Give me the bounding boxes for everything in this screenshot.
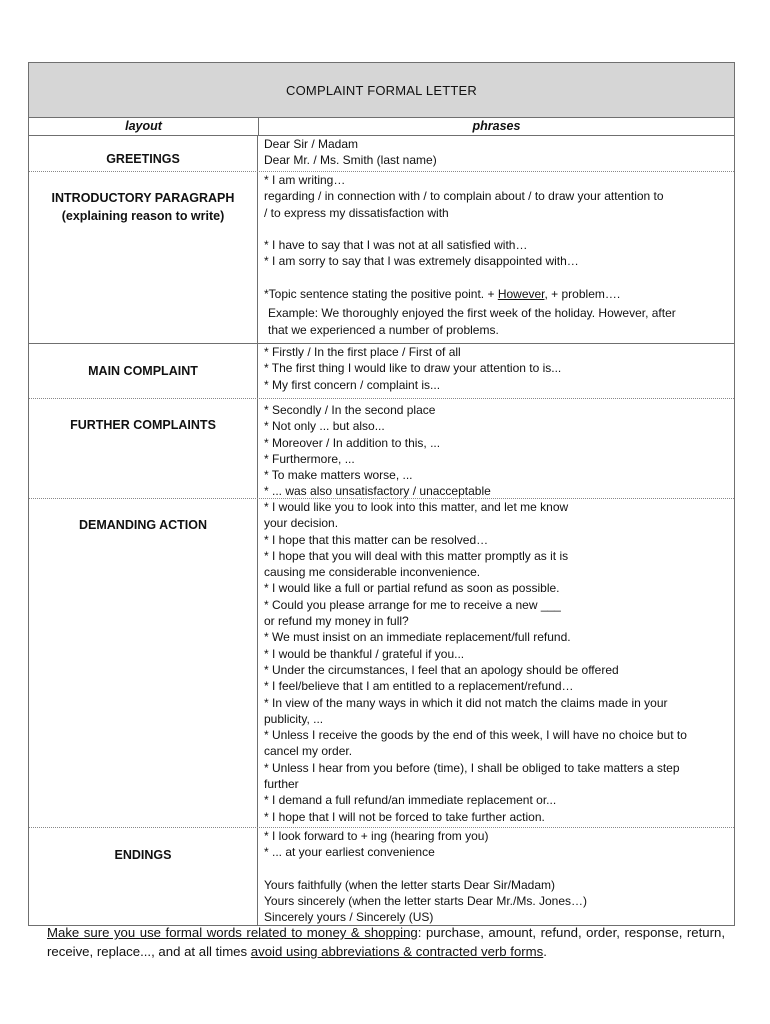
phrase-line: or refund my money in full? (264, 614, 409, 629)
phrase-line: * We must insist on an immediate replacement/full refund. (264, 630, 571, 645)
intro-label-line2: (explaining reason to write) (61, 209, 225, 223)
phrase-line: * Could you please arrange for me to receive a new ___ (264, 597, 561, 612)
complaint-letter-table (28, 62, 735, 926)
phrase-line: * I would like a full or partial refund as soon as possible. (264, 581, 560, 596)
intro-phrases (258, 172, 734, 343)
phrase-line: * I look forward to + ing (hearing from you) (264, 829, 489, 843)
phrase-line: cancel my order. (264, 744, 353, 759)
phrase-line: * Not only ... but also... (264, 419, 385, 434)
phrase-line: * The first thing I would like to draw your attention to is... (264, 361, 562, 376)
demanding-label: DEMANDING ACTION (78, 518, 207, 532)
endings-phrases (258, 828, 734, 925)
phrase-line: Yours faithfully (when the letter starts Dear Sir/Madam) (264, 877, 556, 892)
phrase-line: * Furthermore, ... (264, 451, 355, 466)
main-complaint-label-cell (29, 344, 258, 398)
phrase-line: * Moreover / In addition to this, ... (264, 435, 441, 450)
demanding-phrases (258, 499, 734, 827)
phrase-line: * Under the circumstances, I feel that an apology should be offered (264, 662, 619, 677)
greetings-phrases (258, 136, 734, 171)
main-complaint-phrases (258, 344, 734, 398)
phrases-header: phrases (472, 119, 521, 133)
endings-label: ENDINGS (114, 848, 172, 862)
phrase-line: causing me considerable inconvenience. (264, 565, 481, 580)
however-word: However (497, 287, 545, 302)
main-complaint-label: MAIN COMPLAINT (88, 364, 198, 378)
greetings-label: GREETINGS (106, 152, 180, 166)
phrase-line: Dear Sir / Madam (264, 137, 359, 151)
example-line: that we experienced a number of problems. (268, 322, 499, 337)
intro-label-line1: INTRODUCTORY PARAGRAPH (51, 191, 235, 205)
footer-underlined-1: Make sure you use formal words related to money & shopping (47, 925, 418, 940)
footer-middle: : purchase, amount, refund, order, response, return, receive, replace..., and at all times (47, 925, 725, 959)
further-label: FURTHER COMPLAINTS (70, 418, 216, 432)
phrase-line: publicity, ... (264, 711, 324, 726)
demanding-action-row (29, 499, 734, 828)
main-complaint-row (29, 344, 734, 399)
phrase-line: * Unless I receive the goods by the end of this week, I will have no choice but to (264, 728, 687, 743)
phrase-line: Yours sincerely (when the letter starts Dear Mr./Ms. Jones…) (264, 894, 588, 909)
greetings-row (29, 136, 734, 172)
further-phrases (258, 399, 734, 498)
phrase-line: * Firstly / In the first place / First of all (264, 345, 461, 359)
header-row (29, 118, 734, 136)
phrase-line: regarding / in connection with / to complain about / to draw your attention to (264, 189, 664, 204)
phrase-line: * In view of the many ways in which it did not match the claims made in your (264, 695, 668, 710)
example-line: Example: We thoroughly enjoyed the first week of the holiday. However, after (268, 306, 676, 321)
phrase-line: your decision. (264, 516, 339, 531)
phrase-line: * I would be thankful / grateful if you... (264, 646, 465, 661)
phrase-line: * To make matters worse, ... (264, 468, 413, 483)
phrase-line: * I am sorry to say that I was extremely disappointed with… (264, 254, 579, 269)
table-title: COMPLAINT FORMAL LETTER (29, 63, 734, 118)
demanding-label-cell (29, 499, 258, 827)
layout-header: layout (29, 118, 259, 135)
phrase-line: * I demand a full refund/an immediate replacement or... (264, 793, 557, 808)
phrase-line: * ... at your earliest convenience (264, 845, 435, 860)
phrase-line: * I am writing… (264, 173, 346, 187)
further-complaints-row (29, 399, 734, 499)
phrase-line: / to express my dissatisfaction with (264, 205, 449, 220)
phrase-line: further (264, 777, 299, 792)
topic-sentence-line: *Topic sentence stating the positive point. + However, + problem…. (264, 287, 621, 302)
phrase-line: * ... was also unsatisfactory / unacceptable (264, 484, 491, 499)
phrase-line: * I feel/believe that I am entitled to a replacement/refund… (264, 679, 574, 694)
endings-label-cell (29, 828, 258, 925)
phrase-line: * I have to say that I was not at all satisfied with… (264, 238, 528, 253)
phrase-line: * My first concern / complaint is... (264, 377, 441, 392)
footer-underlined-2: avoid using abbreviations & contracted verb forms (250, 944, 544, 959)
phrase-line: * I hope that you will deal with this matter promptly as it is (264, 548, 569, 563)
phrase-line: * Unless I hear from you before (time), I shall be obliged to take matters a step (264, 760, 680, 775)
footer-end: . (543, 944, 547, 959)
phrase-line: * I would like you to look into this matter, and let me know (264, 500, 569, 514)
further-label-cell (29, 399, 258, 498)
greetings-label-cell (29, 136, 258, 171)
phrase-line: * Secondly / In the second place (264, 403, 436, 417)
endings-row (29, 828, 734, 925)
footer-note (47, 923, 725, 961)
phrase-line: Sincerely yours / Sincerely (US) (264, 910, 434, 925)
intro-row (29, 172, 734, 344)
phrase-line: * I hope that this matter can be resolved… (264, 532, 489, 547)
intro-label-cell (29, 172, 258, 343)
phrase-line: * I hope that I will not be forced to take further action. (264, 809, 545, 824)
phrase-line: Dear Mr. / Ms. Smith (last name) (264, 153, 437, 168)
